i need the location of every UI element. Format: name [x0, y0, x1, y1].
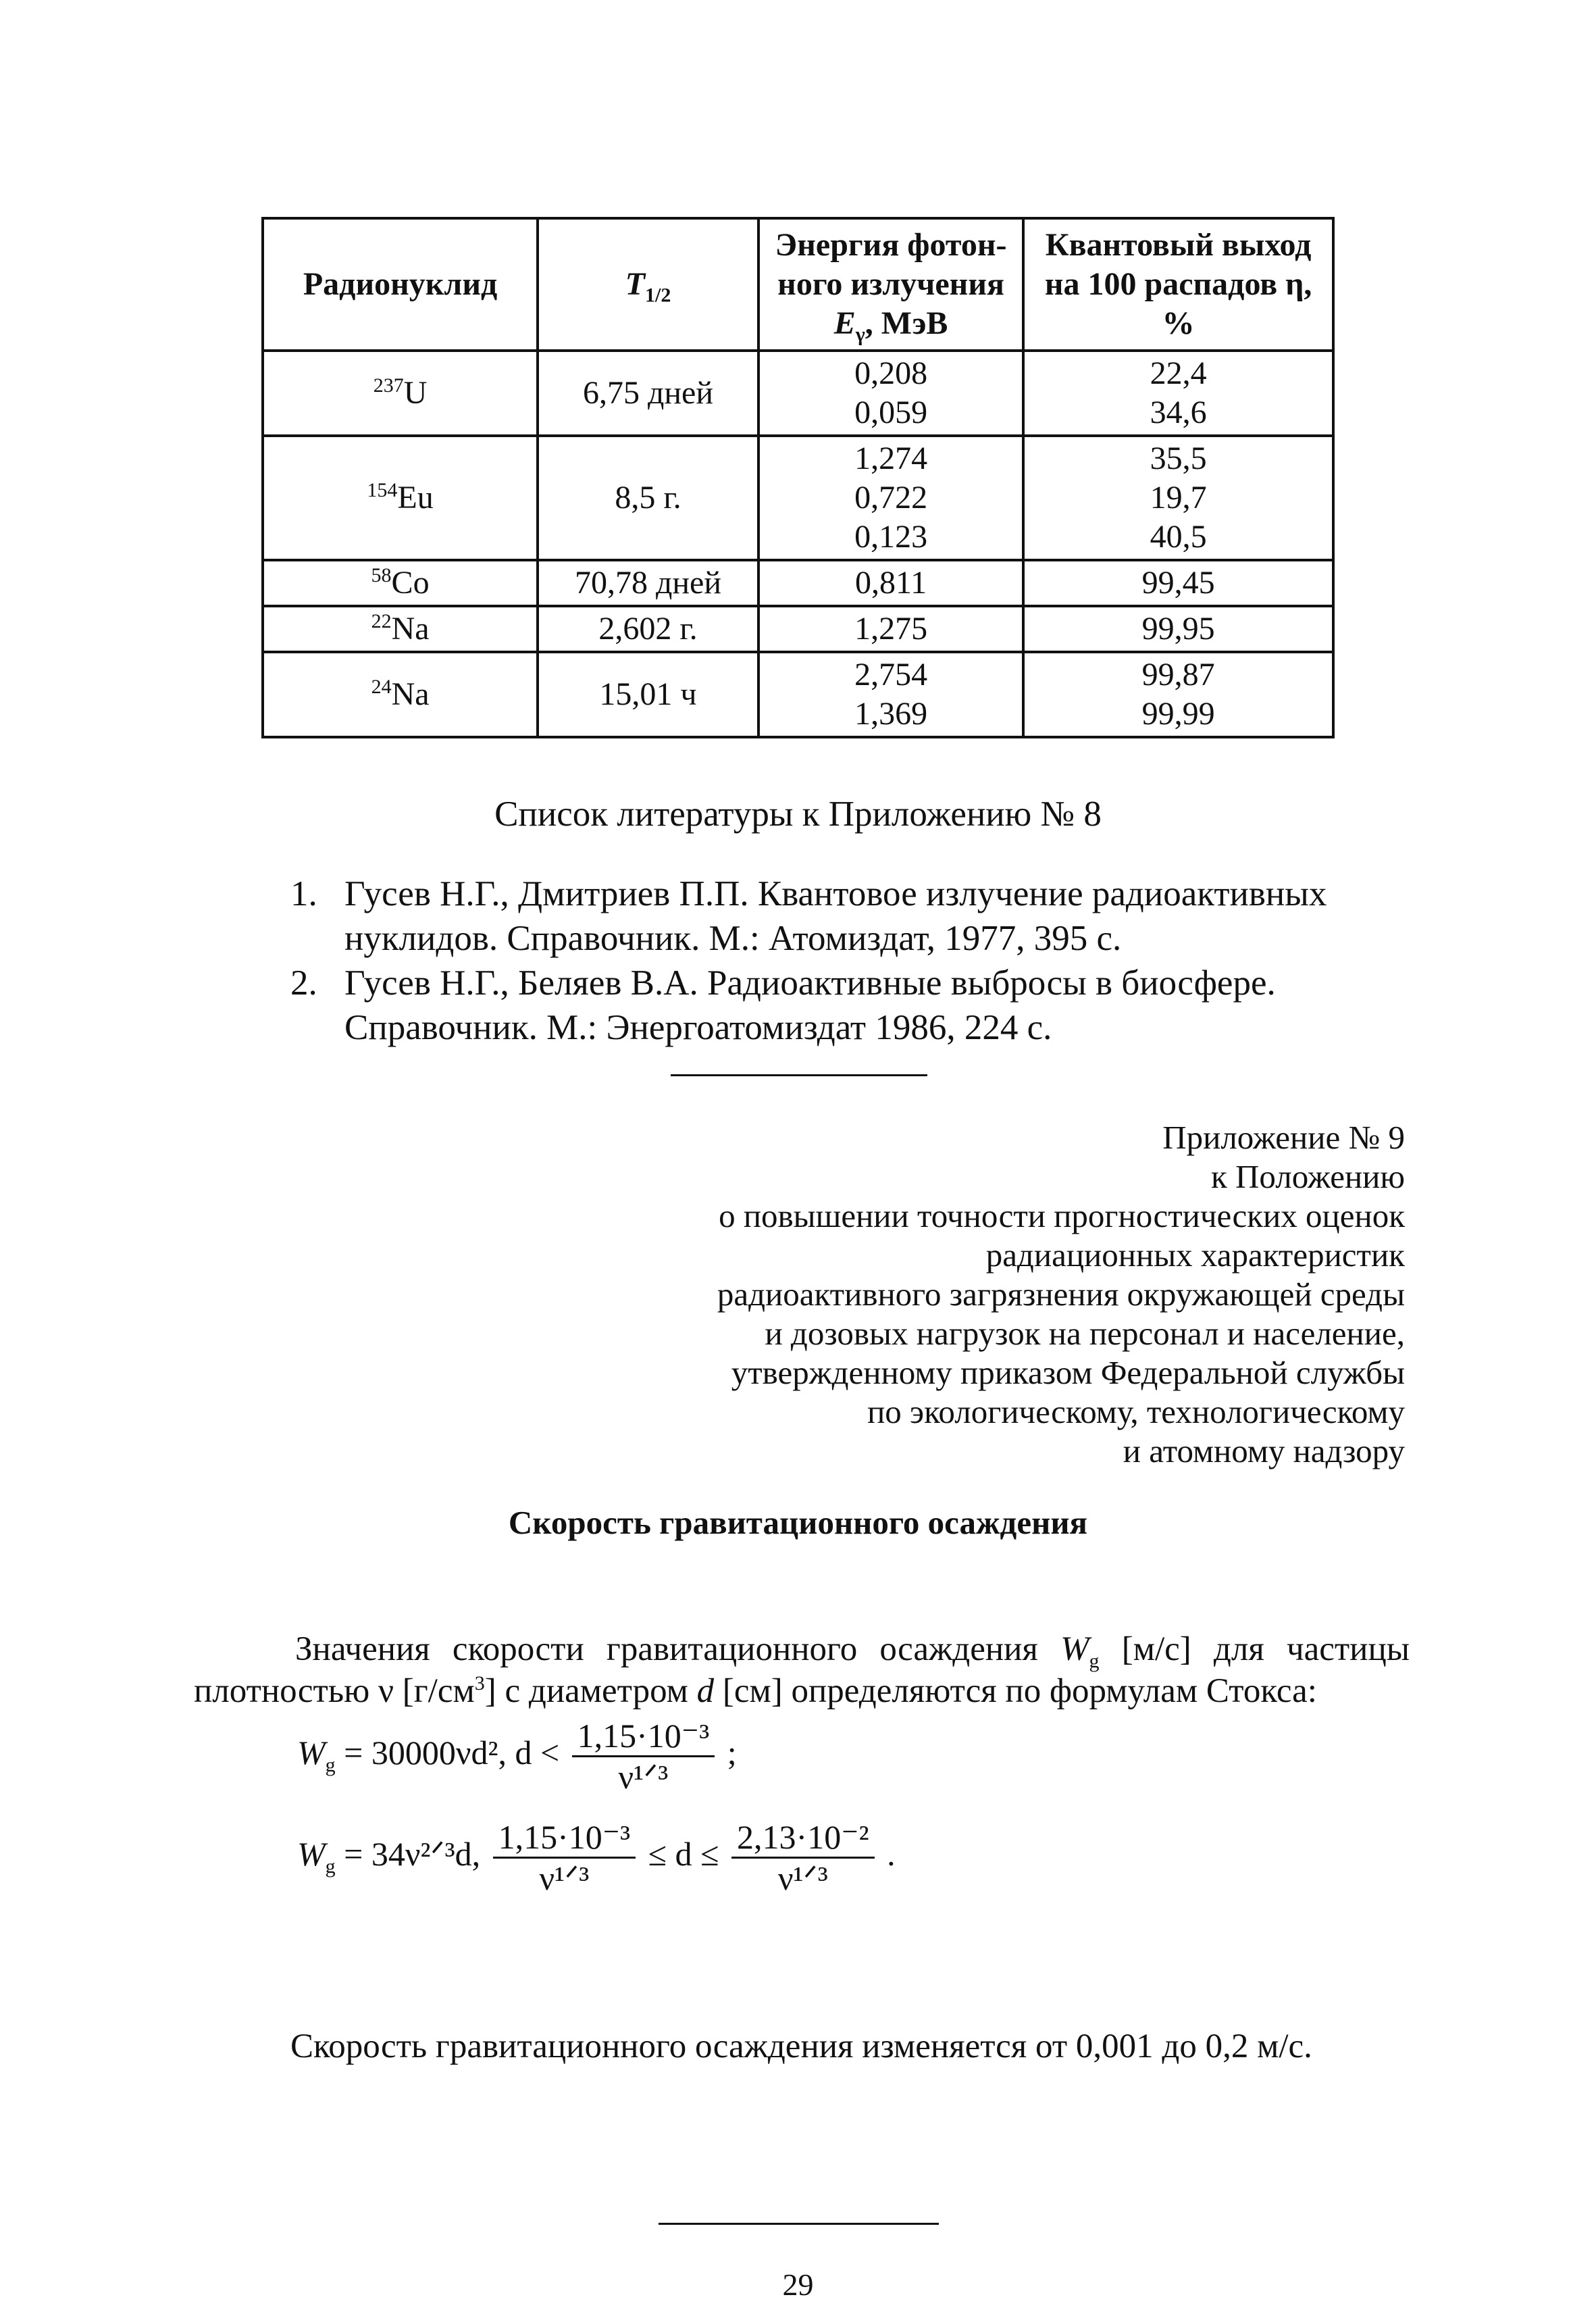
list-item: 2. Гусев Н.Г., Беляев В.А. Радиоактивные выбросы в биосфере. Справочник. М.: Энергоатомиздат 1986, 224 с.: [290, 963, 1276, 1047]
list-item: 1. Гусев Н.Г., Дмитриев П.П. Квантовое излучение радиоактивных нуклидов. Справочник. М.: Атомиздат, 1977, 395 с.: [290, 874, 1327, 958]
cell-energy: 0,811: [758, 560, 1023, 606]
cell-radionuclide: $^{22}$Na: [263, 606, 538, 652]
cell-yield: 35,5 19,7 40,5: [1023, 436, 1333, 560]
cell-halflife: 15,01 ч: [538, 652, 758, 737]
table-row: [263, 606, 1333, 652]
table-row: [263, 560, 1333, 606]
page-number: 29: [782, 2267, 814, 2302]
section-heading: Скорость гравитационного осаждения: [508, 1504, 1088, 1541]
cell-yield: 99,95: [1023, 606, 1333, 652]
literature-title: Список литературы к Приложению № 8: [494, 795, 1102, 834]
cell-energy: 1,275: [758, 606, 1023, 652]
table-row: [263, 652, 1333, 737]
header-energy: Энергия фотон- ного излучения $E_\gamma$, МэВ: [758, 218, 1023, 351]
cell-yield: 99,45: [1023, 560, 1333, 606]
cell-radionuclide: $^{237}$U: [263, 351, 538, 436]
cell-energy: 0,208 0,059: [758, 351, 1023, 436]
cell-energy: 2,754 1,369: [758, 652, 1023, 737]
cell-radionuclide: $^{154}$Eu: [263, 436, 538, 560]
separator-rule: [671, 1074, 927, 1076]
header-yield: Квантовый выход на 100 распадов η, %: [1023, 218, 1333, 351]
table-row: [263, 351, 1333, 436]
body-paragraph: Значения скорости гравитационного осаждения $W_g$ [м/с] для частицы плотностью ν $[г/см^3]$ с диаметром d [см] определяются по формулам Стокса:: [194, 1630, 1410, 1710]
cell-energy: 1,274 0,722 0,123: [758, 436, 1023, 560]
cell-radionuclide: $^{58}$Co: [263, 560, 538, 606]
cell-halflife: 6,75 дней: [538, 351, 758, 436]
cell-halflife: 70,78 дней: [538, 560, 758, 606]
formula-2: $W_g$ = 34ν²ᐟ³d, $\frac{\text{1,15·10⁻³}}{\text{ν¹ᐟ³}}$ ≤ d ≤ $\frac{\text{2,13·10⁻²}}{\text{ν¹ᐟ³}}$ .: [297, 1818, 896, 1897]
cell-halflife: 2,602 г.: [538, 606, 758, 652]
cell-yield: 22,4 34,6: [1023, 351, 1333, 436]
table-row: [263, 436, 1333, 560]
radionuclide-table: [261, 217, 1335, 738]
literature-list: [290, 872, 1439, 1050]
appendix-header: Приложение № 9 к Положению о повышении точности прогностических оценок радиационных характеристик радиоактивного загрязнения окружающей среды и дозовых нагрузок на персонал и население, утвержденному приказом Федеральной службы по экологическому, технологическому и атомному надзору: [717, 1119, 1405, 1469]
formula-1: $W_g = 30000\nu d^2$, d < $\frac{\text{1,15·10⁻³}}{\text{ν¹ᐟ³}}$ ;: [297, 1717, 737, 1796]
cell-halflife: 8,5 г.: [538, 436, 758, 560]
cell-radionuclide: $^{24}$Na: [263, 652, 538, 737]
header-halflife: $T_{1/2}$: [538, 218, 758, 351]
cell-yield: 99,87 99,99: [1023, 652, 1333, 737]
header-radionuclide: Радионуклид: [263, 218, 538, 351]
footer-rule: [659, 2223, 939, 2225]
conclusion-text: Скорость гравитационного осаждения изменяется от 0,001 до 0,2 м/с.: [290, 2028, 1312, 2065]
